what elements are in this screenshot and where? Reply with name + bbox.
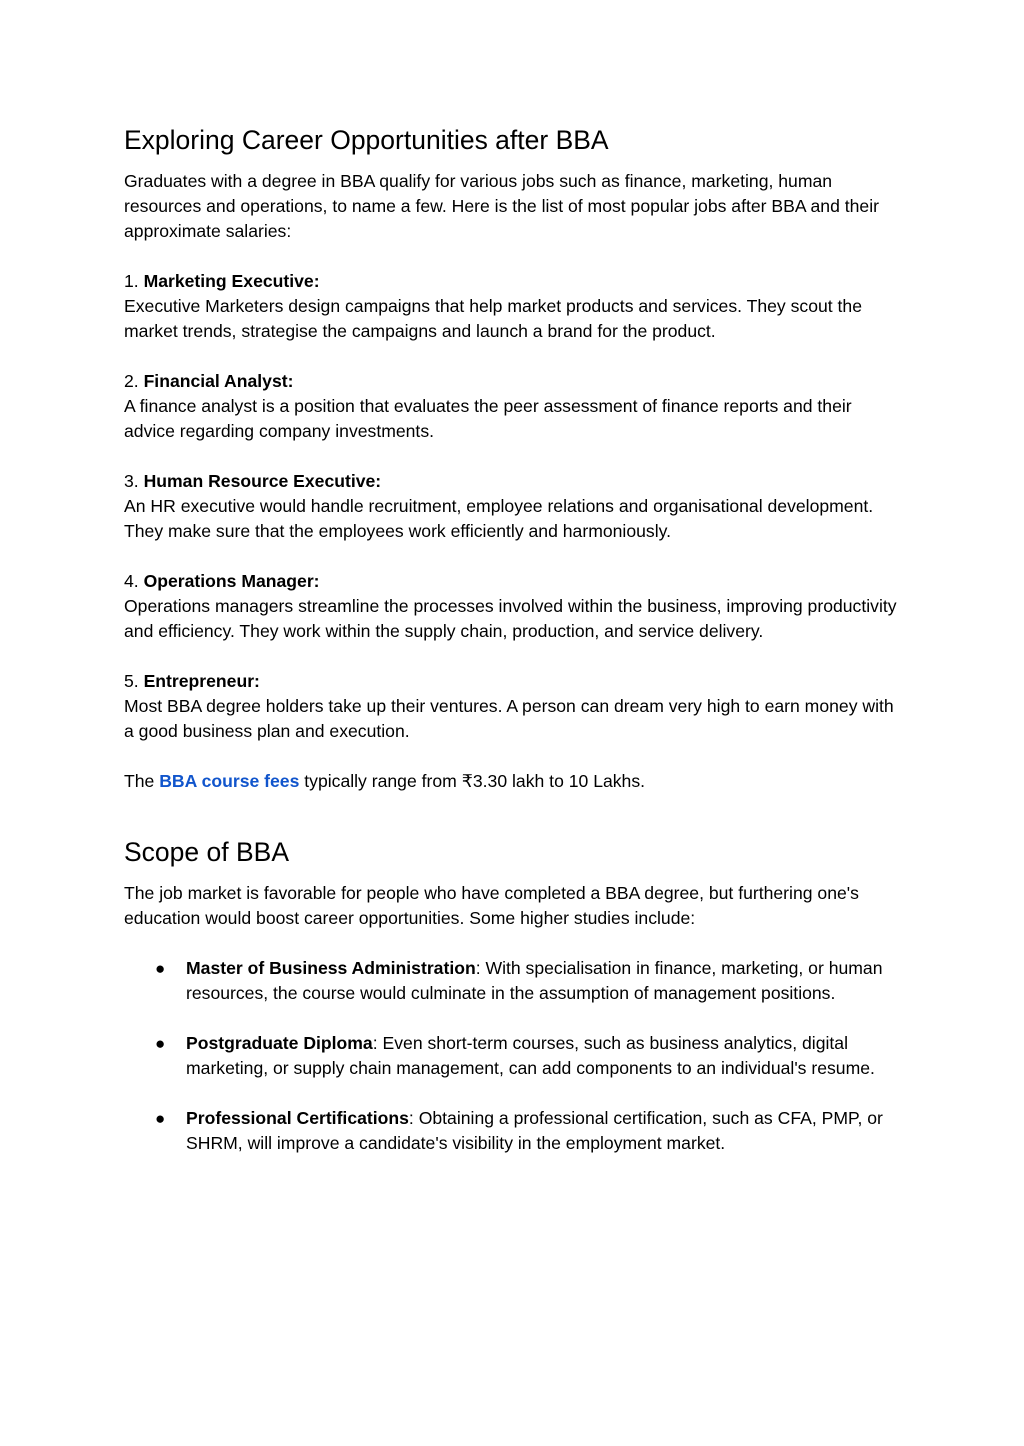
job-number: 2. <box>124 371 144 391</box>
spacer <box>124 444 904 469</box>
list-item-text: : Even short-term courses, such as business analytics, digital marketing, or supply chain management, can add components to an individual's resume. <box>186 1033 875 1078</box>
list-item <box>124 956 904 1006</box>
list-item-title: Master of Business Administration <box>186 958 476 978</box>
career-intro: Graduates with a degree in BBA qualify for various jobs such as finance, marketing, human resources and operations, to name a few. Here is the list of most popular jobs after BBA and their approximate salaries: <box>124 171 879 241</box>
career-heading: Exploring Career Opportunities after BBA <box>124 125 609 155</box>
spacer <box>124 744 904 769</box>
job-description: An HR executive would handle recruitment, employee relations and organisational development. They make sure that the employees work efficiently and harmoniously. <box>124 496 874 541</box>
higher-studies-list <box>124 956 904 1156</box>
list-item-title: Postgraduate Diploma <box>186 1033 373 1053</box>
job-title-line <box>124 669 904 694</box>
scope-intro: The job market is favorable for people who have completed a BBA degree, but furthering one's education would boost career opportunities. Some higher studies include: <box>124 883 859 928</box>
job-description: Executive Marketers design campaigns that help market products and services. They scout the market trends, strategise the campaigns and launch a brand for the product. <box>124 296 863 341</box>
job-title: Financial Analyst: <box>143 371 294 391</box>
job-title-line <box>124 369 904 394</box>
bullet-icon: ● <box>155 959 166 978</box>
list-item <box>124 1031 904 1081</box>
spacer <box>124 344 904 369</box>
job-title-line <box>124 469 904 494</box>
bba-course-fees-link[interactable]: BBA course fees <box>159 771 300 791</box>
job-item <box>124 269 904 344</box>
list-item-text: : Obtaining a professional certification, such as CFA, PMP, or SHRM, will improve a candidate's visibility in the employment market. <box>186 1108 883 1153</box>
job-item <box>124 369 904 444</box>
job-description: A finance analyst is a position that evaluates the peer assessment of finance reports and their advice regarding company investments. <box>124 396 852 441</box>
job-title-line <box>124 569 904 594</box>
bullet-icon: ● <box>155 1034 166 1053</box>
job-title-line <box>124 269 904 294</box>
job-title: Operations Manager: <box>143 571 320 591</box>
document-page <box>124 122 904 1181</box>
job-item <box>124 469 904 544</box>
spacer <box>124 644 904 669</box>
job-number: 3. <box>124 471 144 491</box>
job-title: Marketing Executive: <box>143 271 320 291</box>
fees-line <box>124 769 904 794</box>
bullet-icon: ● <box>155 1109 166 1128</box>
fees-prefix: The <box>124 771 160 791</box>
job-item <box>124 669 904 744</box>
job-title: Human Resource Executive: <box>143 471 382 491</box>
scope-heading: Scope of BBA <box>124 837 289 867</box>
job-description: Operations managers streamline the processes involved within the business, improving productivity and efficiency. They work within the supply chain, production, and service delivery. <box>124 596 897 641</box>
list-item-text: : With specialisation in finance, marketing, or human resources, the course would culminate in the assumption of management positions. <box>186 958 883 1003</box>
job-number: 1. <box>124 271 144 291</box>
spacer <box>124 544 904 569</box>
job-number: 4. <box>124 571 144 591</box>
list-item-title: Professional Certifications <box>186 1108 409 1128</box>
list-item <box>124 1106 904 1156</box>
job-number: 5. <box>124 671 144 691</box>
spacer <box>124 244 904 269</box>
fees-suffix: typically range from ₹3.30 lakh to 10 Lakhs. <box>299 771 646 791</box>
job-title: Entrepreneur: <box>143 671 260 691</box>
job-item <box>124 569 904 644</box>
job-description: Most BBA degree holders take up their ventures. A person can dream very high to earn money with a good business plan and execution. <box>124 696 894 741</box>
